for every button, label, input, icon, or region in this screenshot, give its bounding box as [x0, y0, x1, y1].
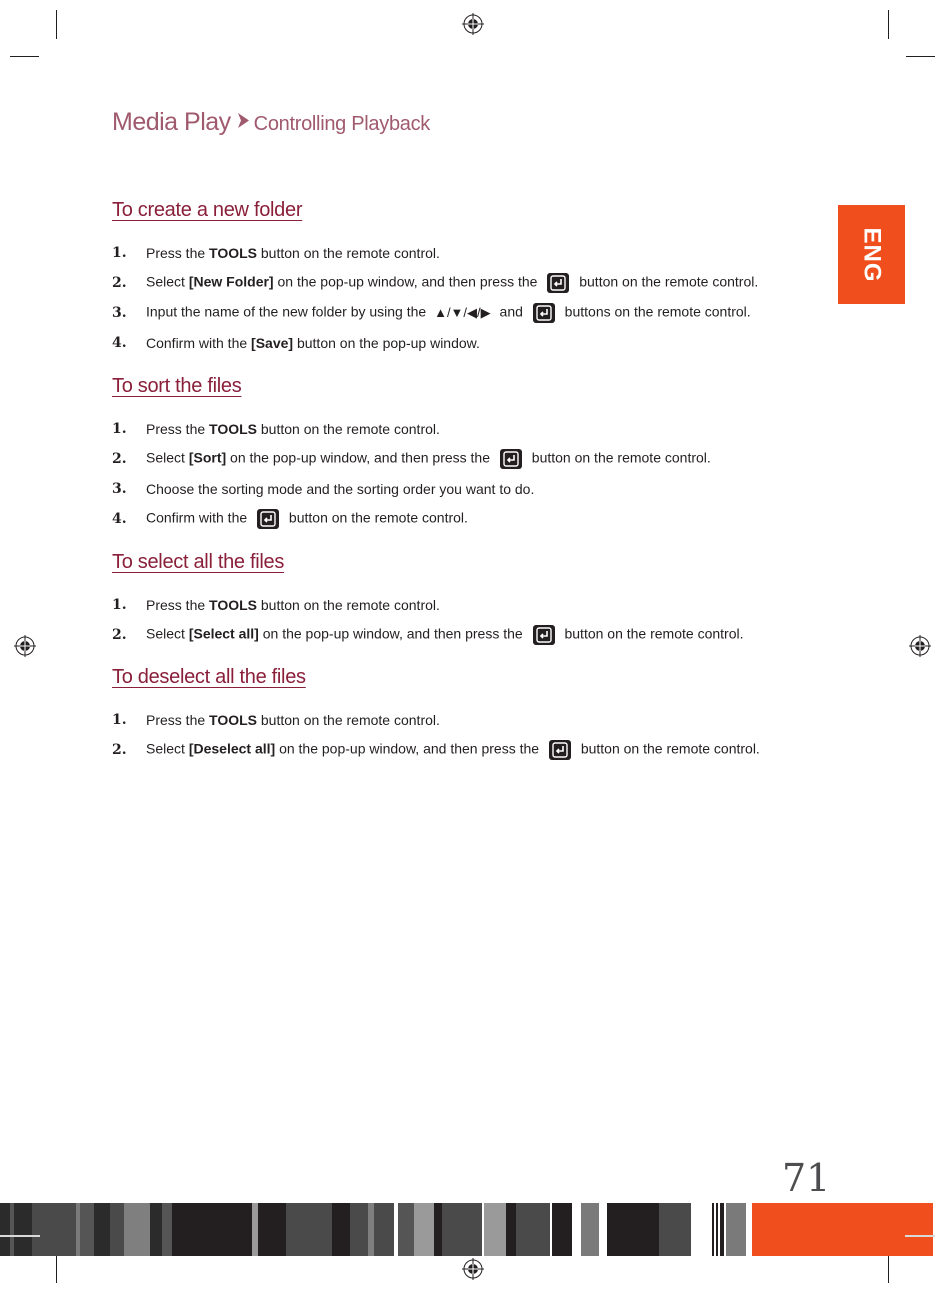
footer-stripe: [0, 1203, 10, 1256]
button-name: [New Folder]: [188, 273, 274, 290]
footer-stripe: [32, 1203, 76, 1256]
button-name: TOOLS: [209, 421, 257, 437]
crop-mark: [56, 10, 57, 39]
step-item: [112, 508, 468, 530]
step-number: 1.: [112, 245, 127, 261]
footer-stripe: [720, 1203, 724, 1256]
step-text-run: on the pop-up window, and then press the: [258, 625, 527, 642]
step-text-run: button on the remote control.: [285, 509, 468, 526]
step-text-run: Press the: [146, 421, 210, 437]
footer-stripe: [172, 1203, 252, 1256]
footer-stripe: [374, 1203, 394, 1256]
step-text-run: button on the remote control.: [257, 712, 440, 728]
step-text: [146, 449, 711, 469]
step-text: [146, 421, 440, 437]
step-text-run: button on the remote control.: [257, 421, 440, 437]
footer-stripe: [286, 1203, 332, 1256]
step-number: 2.: [112, 275, 127, 291]
step-item: [112, 418, 440, 440]
footer-reference-line: [905, 1235, 935, 1237]
step-item: [112, 624, 743, 646]
crop-mark: [10, 56, 39, 57]
step-number: 2.: [112, 627, 127, 643]
button-name: TOOLS: [209, 597, 257, 613]
step-text-run: buttons on the remote control.: [560, 303, 751, 320]
step-item: [112, 272, 758, 294]
step-text-run: Press the: [146, 597, 210, 613]
footer-accent-bar: [752, 1203, 933, 1256]
footer-stripe: [14, 1203, 32, 1256]
step-number: 1.: [112, 712, 127, 728]
footer-stripe: [124, 1203, 150, 1256]
step-item: [112, 594, 440, 616]
footer-stripe: [516, 1203, 550, 1256]
chevron-right-icon: [237, 113, 249, 133]
step-text-run: Select: [146, 449, 189, 466]
button-name: TOOLS: [209, 712, 257, 728]
step-text-run: Press the: [146, 712, 210, 728]
registration-mark-icon: [909, 635, 931, 657]
step-number: 2.: [112, 451, 127, 467]
enter-button-icon: [533, 625, 555, 645]
step-text-run: Confirm with the: [146, 509, 252, 526]
step-text-run: on the pop-up window, and then press the: [273, 273, 542, 290]
section-title: To sort the files: [112, 375, 242, 397]
step-text-run: Confirm with the: [146, 335, 252, 351]
footer-stripe: [350, 1203, 368, 1256]
step-item: [112, 242, 440, 264]
step-text: [146, 597, 440, 613]
step-text-run: and: [495, 303, 527, 320]
step-item: [112, 332, 480, 354]
footer-stripe: [726, 1203, 746, 1256]
registration-mark-icon: [14, 635, 36, 657]
step-number: 1.: [112, 597, 127, 613]
language-tab: [838, 205, 905, 304]
step-number: 3.: [112, 481, 127, 497]
button-name: TOOLS: [209, 245, 257, 261]
step-text: [146, 303, 751, 323]
direction-arrows-icon: ▲/▼/◀/▶: [434, 304, 491, 320]
footer-stripe: [506, 1203, 516, 1256]
step-text: [146, 509, 468, 529]
breadcrumb-section: Media Play: [112, 108, 231, 136]
language-tab-label: ENG: [858, 226, 886, 283]
step-number: 3.: [112, 305, 127, 321]
step-number: 2.: [112, 742, 127, 758]
step-number: 4.: [112, 335, 127, 351]
section-title: To select all the files: [112, 551, 285, 573]
footer-stripe: [716, 1203, 718, 1256]
section-title: To create a new folder: [112, 199, 303, 221]
step-text-run: button on the remote control.: [257, 245, 440, 261]
button-name: [Select all]: [188, 625, 259, 642]
footer-stripe: [712, 1203, 714, 1256]
footer-stripe: [332, 1203, 350, 1256]
step-text-run: button on the pop-up window.: [293, 335, 480, 351]
footer-stripe: [484, 1203, 506, 1256]
step-text-run: on the pop-up window, and then press the: [226, 449, 494, 466]
step-text-run: button on the remote control.: [575, 273, 759, 290]
registration-mark-icon: [462, 13, 484, 35]
footer-stripe: [80, 1203, 94, 1256]
registration-mark-icon: [462, 1258, 484, 1280]
footer-stripe: [607, 1203, 659, 1256]
step-item: [112, 739, 760, 761]
step-text-run: Press the: [146, 245, 210, 261]
button-name: [Save]: [251, 335, 294, 351]
step-text-run: Select: [146, 740, 189, 757]
step-text: [146, 625, 743, 645]
footer-stripe: [552, 1203, 572, 1256]
crop-mark: [888, 10, 889, 39]
breadcrumb-subsection: Controlling Playback: [253, 113, 430, 135]
footer-stripe: [110, 1203, 124, 1256]
step-text: [146, 335, 480, 351]
enter-button-icon: [500, 449, 522, 469]
footer-stripe: [150, 1203, 162, 1256]
step-text-run: on the pop-up window, and then press the: [275, 740, 543, 757]
step-text-run: Select: [146, 273, 189, 290]
page-number: 71: [782, 1156, 831, 1200]
step-text: [146, 481, 534, 497]
footer-stripe: [414, 1203, 434, 1256]
footer-reference-line: [0, 1235, 40, 1237]
step-item: [112, 709, 440, 731]
section-title: To deselect all the files: [112, 666, 306, 688]
step-text: [146, 740, 760, 760]
enter-button-icon: [549, 740, 571, 760]
step-item: [112, 478, 534, 500]
step-text: [146, 245, 440, 261]
step-text: [146, 273, 758, 293]
crop-mark: [56, 1254, 57, 1283]
enter-button-icon: [257, 509, 279, 529]
step-text-run: button on the remote control.: [527, 449, 711, 466]
step-text-run: Input the name of the new folder by using the: [146, 303, 431, 320]
breadcrumb: [112, 108, 430, 137]
footer-stripe: [98, 1203, 110, 1256]
step-text-run: button on the remote control.: [257, 597, 440, 613]
footer-stripe: [442, 1203, 482, 1256]
enter-button-icon: [547, 273, 569, 293]
footer-stripe: [581, 1203, 599, 1256]
crop-mark: [906, 56, 935, 57]
button-name: [Deselect all]: [188, 740, 276, 757]
step-text: [146, 712, 440, 728]
step-number: 1.: [112, 421, 127, 437]
footer-stripe: [434, 1203, 442, 1256]
step-text-run: button on the remote control.: [560, 625, 744, 642]
footer-stripe: [659, 1203, 691, 1256]
step-text-run: button on the remote control.: [576, 740, 760, 757]
enter-button-icon: [533, 303, 555, 323]
step-number: 4.: [112, 511, 127, 527]
step-item: [112, 448, 711, 470]
crop-mark: [888, 1254, 889, 1283]
step-text-run: Select: [146, 625, 189, 642]
footer-stripe: [398, 1203, 414, 1256]
footer-stripe: [258, 1203, 286, 1256]
footer-stripe: [162, 1203, 172, 1256]
button-name: [Sort]: [188, 449, 227, 466]
step-item: [112, 302, 751, 324]
step-text-run: Choose the sorting mode and the sorting order you want to do.: [146, 481, 535, 497]
